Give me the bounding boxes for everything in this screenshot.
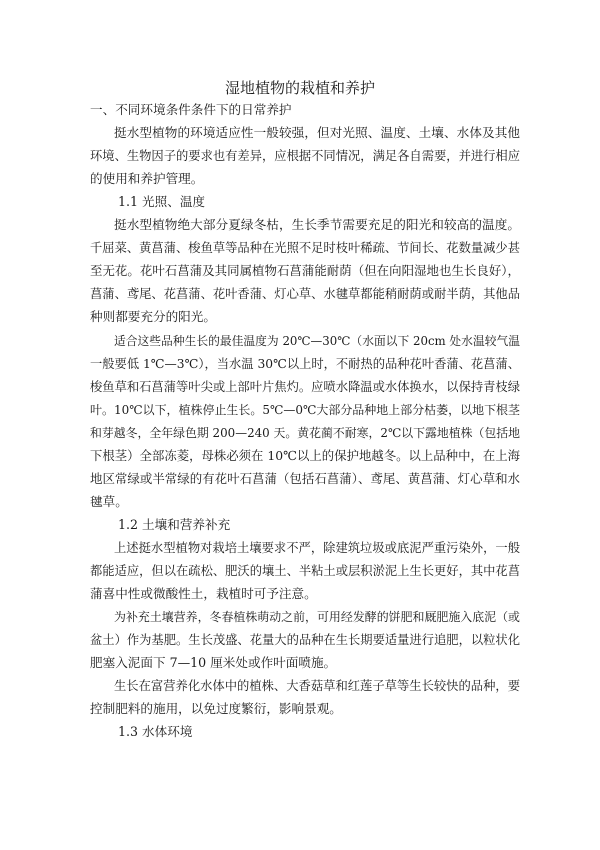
paragraph-line: 种则都要充分的阳光。: [90, 309, 216, 324]
paragraph-line: 至无花。花叶石菖蒲及其同属植物石菖蒲能耐荫（但在向阳湿地也生长良好），: [90, 263, 520, 278]
paragraph-line: 肥塞入泥面下 7—10 厘米处或作叶面喷施。: [90, 655, 337, 670]
page-title: 湿地植物的栽植和养护: [224, 79, 375, 97]
paragraph-line: 梭鱼草和石菖蒲等叶尖或上部叶片焦灼。应喷水降温或水体换水，以保持青枝绿: [90, 380, 520, 394]
paragraph-line: 蒲喜中性或微酸性土，栽植时可予注意。: [90, 586, 317, 601]
paragraph-line: 毽草。: [90, 494, 128, 509]
paragraph-line: 下根茎）全部冻菱，母株必须在 10℃以上的保护地越冬。以上品种中，在上海: [90, 448, 520, 463]
paragraph-line: 的使用和养护管理。: [90, 171, 204, 186]
paragraph-line: 环境、生物因子的要求也有差异，应根据不同情况，满足各自需要，并进行相应: [90, 149, 520, 163]
paragraph-line: 菖蒲、鸢尾、花菖蒲、花叶香蒲、灯心草、水毽草都能稍耐荫或耐半荫，其他品: [90, 287, 520, 301]
paragraph-line: 挺水型植物绝大部分夏绿冬枯，生长季节需要充足的阳光和较高的温度。: [114, 217, 520, 232]
subsection-heading: 1.1 光照、温度: [118, 194, 206, 209]
paragraph-line: 和芽越冬，全年绿色期 200—240 天。黄花蔺不耐寒，2℃以下露地植株（包括地: [90, 426, 520, 440]
paragraph-line: 生长在富营养化水体中的植株、大香菇草和红莲子草等生长较快的品种，要: [114, 679, 520, 693]
paragraph-line: 控制肥料的施用，以免过度繁衍，影响景观。: [90, 701, 342, 716]
paragraph-line: 挺水型植物的环境适应性一般较强，但对光照、温度、土壤、水体及其他: [114, 125, 520, 140]
paragraph-line: 叶。10℃以下，植株停止生长。5℃—0℃大部分品种地上部分枯萎，以地下根茎: [90, 403, 520, 417]
subsection-heading: 1.2 土壤和营养补充: [118, 517, 231, 532]
paragraph-line: 地区常绿或半常绿的有花叶石菖蒲（包括石菖蒲）、鸢尾、黄菖蒲、灯心草和水: [90, 471, 520, 486]
subsection-heading: 1.3 水体环境: [118, 724, 193, 739]
section-heading: 一、不同环境条件条件下的日常养护: [90, 102, 292, 117]
paragraph-line: 为补充土壤营养，冬春植株萌动之前，可用经发酵的饼肥和厩肥施入底泥（或: [114, 610, 520, 624]
paragraph-line: 千屈菜、黄菖蒲、梭鱼草等品种在光照不足时枝叶稀疏、节间长、花数量减少甚: [90, 241, 520, 255]
paragraph-line: 上述挺水型植物对栽培土壤要求不严，除建筑垃圾或底泥严重污染外，一般: [114, 541, 520, 555]
paragraph-line: 盆土）作为基肥。生长茂盛、花量大的品种在生长期要适量进行追肥，以粒状化: [90, 633, 520, 647]
paragraph-line: 一般要低 1℃—3℃），当水温 30℃以上时，不耐热的品种花叶香蒲、花菖蒲、: [90, 357, 520, 371]
paragraph-line: 适合这些品种生长的最佳温度为 20℃—30℃（水面以下 20cm 处水温较气温: [114, 334, 520, 348]
paragraph-line: 都能适应，但以在疏松、肥沃的壤土、半粘土或层积淤泥上生长更好，其中花菖: [90, 564, 520, 578]
